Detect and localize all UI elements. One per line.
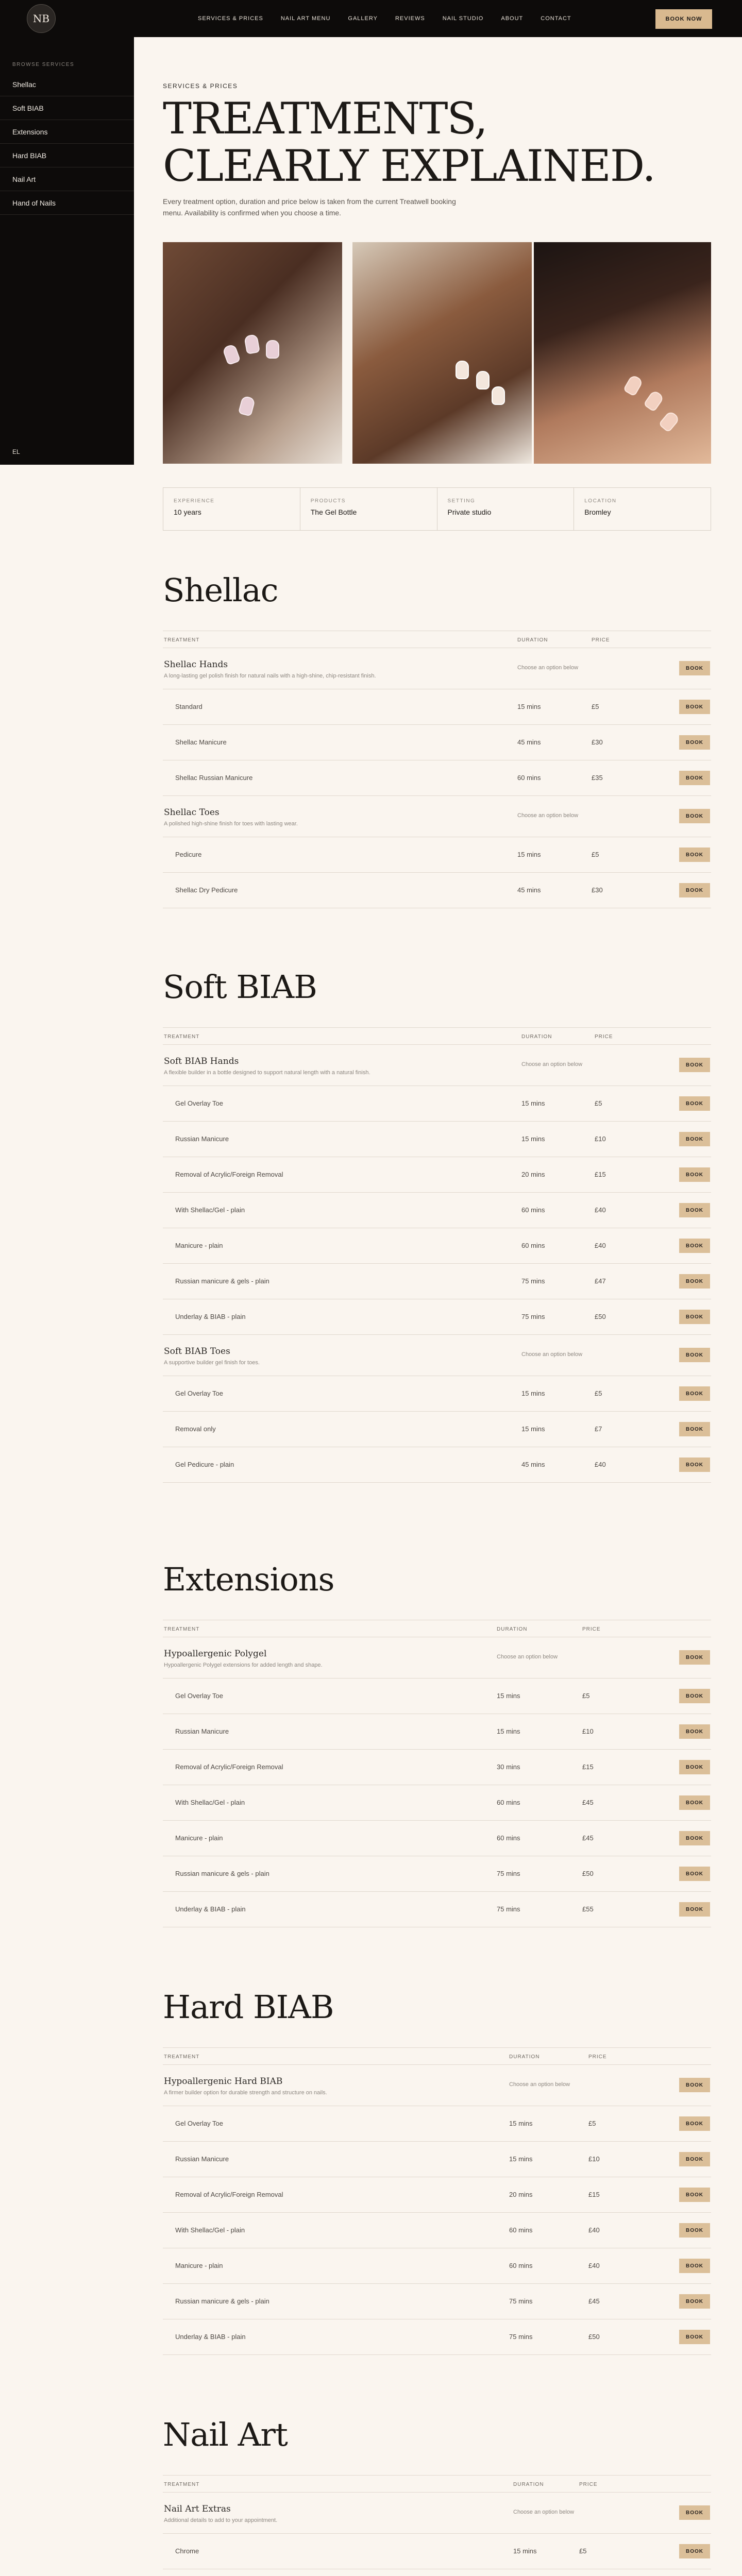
info-label: LOCATION [584,498,617,504]
group-name: Hypoallergenic Polygel [164,1649,267,1659]
sidebar-item-soft-biab[interactable]: Soft BIAB [0,96,134,120]
header-duration: DURATION [509,2054,540,2060]
sidebar-item-shellac[interactable]: Shellac [0,73,134,96]
treatment-duration: 75 mins [497,1905,520,1913]
book-button[interactable]: BOOK [679,771,710,785]
book-button[interactable]: BOOK [679,1386,710,1401]
treatment-duration: 60 mins [497,1799,520,1806]
header-duration: DURATION [513,2482,544,2487]
treatment-name: Russian Manicure [175,1727,229,1735]
choose-option-label: Choose an option below [513,2509,575,2515]
book-button[interactable]: BOOK [679,809,710,823]
treatment-price: £40 [595,1461,606,1468]
table-row [163,2248,711,2284]
book-button[interactable]: BOOK [679,1167,710,1182]
treatment-price: £10 [588,2155,600,2163]
table-row [163,1228,711,1264]
book-button[interactable]: BOOK [679,1867,710,1881]
info-label: EXPERIENCE [174,498,215,504]
treatment-name: Russian manicure & gels - plain [175,1277,269,1285]
sidebar-label: BROWSE SERVICES [12,62,75,67]
choose-option-label: Choose an option below [509,2081,570,2088]
book-button[interactable]: BOOK [679,1348,710,1362]
book-button[interactable]: BOOK [679,848,710,862]
nav-about[interactable]: ABOUT [501,15,524,22]
treatment-name: Gel Overlay Toe [175,1389,223,1397]
table-row [163,1412,711,1447]
treatment-name: With Shellac/Gel - plain [175,1206,245,1214]
treatment-duration: 60 mins [521,1242,545,1249]
choose-option-label: Choose an option below [521,1351,583,1358]
treatment-duration: 75 mins [509,2297,533,2305]
book-button[interactable]: BOOK [679,1458,710,1472]
book-button[interactable]: BOOK [679,1795,710,1810]
treatment-name: Manicure - plain [175,2262,223,2269]
table-row [163,1856,711,1892]
treatment-price: £40 [588,2262,600,2269]
treatment-duration: 15 mins [521,1099,545,1107]
treatment-duration: 45 mins [521,1461,545,1468]
info-value: Private studio [447,508,492,516]
treatment-price: £50 [582,1870,594,1877]
treatment-duration: 45 mins [517,738,541,746]
treatment-price: £5 [592,851,599,858]
header-duration: DURATION [497,1626,528,1632]
table-row [163,1193,711,1228]
treatment-group [163,796,711,837]
sidebar-item-nail-art[interactable]: Nail Art [0,167,134,191]
table-row [163,689,711,725]
section-title: Hard BIAB [163,1988,334,2026]
book-button[interactable]: BOOK [679,1310,710,1324]
treatment-duration: 60 mins [509,2226,533,2234]
treatment-name: Shellac Manicure [175,738,227,746]
table-row [163,1785,711,1821]
treatment-price: £30 [592,738,603,746]
nav-gallery[interactable]: GALLERY [348,15,378,22]
table-row [163,1750,711,1785]
treatment-duration: 15 mins [517,851,541,858]
table-row [163,1299,711,1335]
header-treatment: TREATMENT [164,2482,200,2487]
nav-nail-studio[interactable]: NAIL STUDIO [442,15,484,22]
book-button[interactable]: BOOK [679,1831,710,1845]
table-row [163,1157,711,1193]
group-description: A long-lasting gel polish finish for natural nails with a high-shine, chip-resistant finish. [164,673,376,679]
treatment-price: £55 [582,1905,594,1913]
treatment-duration: 15 mins [497,1727,520,1735]
book-button[interactable]: BOOK [679,1203,710,1217]
treatment-price: £35 [592,774,603,782]
choose-option-label: Choose an option below [517,665,579,671]
treatment-name: Gel Pedicure - plain [175,1461,234,1468]
treatment-duration: 20 mins [509,2191,533,2198]
info-value: Bromley [584,508,611,516]
treatment-duration: 75 mins [509,2333,533,2341]
services-sidebar [0,37,134,465]
book-button[interactable]: BOOK [679,735,710,750]
treatment-name: Russian manicure & gels - plain [175,2297,269,2305]
treatment-price: £45 [582,1799,594,1806]
hero-image-hands-pink [163,242,342,464]
treatment-group [163,2065,711,2106]
book-button[interactable]: BOOK [679,2223,710,2238]
book-button[interactable]: BOOK [679,883,710,897]
header-duration: DURATION [521,1034,552,1040]
treatment-duration: 15 mins [497,1692,520,1700]
header-treatment: TREATMENT [164,2054,200,2060]
table-row [163,2534,711,2569]
treatment-duration: 60 mins [497,1834,520,1842]
info-setting [437,488,575,530]
treatment-name: Underlay & BIAB - plain [175,1313,246,1320]
treatment-duration: 15 mins [509,2155,533,2163]
service-section [163,1989,711,2355]
treatment-duration: 15 mins [509,2120,533,2127]
treatment-duration: 75 mins [521,1277,545,1285]
sidebar-item-hard-biab[interactable]: Hard BIAB [0,144,134,167]
treatment-name: Removal only [175,1425,216,1433]
book-button[interactable]: BOOK [679,1058,710,1072]
table-row [163,1264,711,1299]
choose-option-label: Choose an option below [497,1654,558,1660]
treatment-group [163,648,711,689]
table-row [163,2142,711,2177]
treatment-price: £45 [582,1834,594,1842]
info-label: SETTING [447,498,476,504]
choose-option-label: Choose an option below [521,1061,583,1067]
treatment-price: £50 [588,2333,600,2341]
treatment-name: Underlay & BIAB - plain [175,2333,246,2341]
header-price: PRICE [588,2054,607,2060]
treatment-duration: 75 mins [521,1313,545,1320]
book-button[interactable]: BOOK [679,2294,710,2309]
book-button[interactable]: BOOK [679,2078,710,2092]
treatment-price: £7 [595,1425,602,1433]
section-title: Shellac [163,571,278,609]
sidebar-item-hand-of-nails[interactable]: Hand of Nails [0,191,134,215]
table-header [163,1620,711,1637]
table-row [163,1122,711,1157]
treatment-duration: 20 mins [521,1171,545,1178]
treatment-name: Shellac Russian Manicure [175,774,253,782]
treatment-name: Removal of Acrylic/Foreign Removal [175,1171,283,1178]
table-row [163,1679,711,1714]
nav-links [198,0,571,37]
treatment-name: Gel Overlay Toe [175,1692,223,1700]
info-location [574,488,711,530]
treatment-name: Gel Overlay Toe [175,2120,223,2127]
group-name: Shellac Hands [164,659,228,670]
book-button[interactable]: BOOK [679,1422,710,1436]
hero-intro: Every treatment option, duration and price below is taken from the current Treatwell booking menu. Availability is confirmed when you choose a time. [163,197,456,217]
top-navigation [0,0,742,37]
treatment-duration: 60 mins [521,1206,545,1214]
book-button[interactable]: BOOK [679,1902,710,1917]
book-button[interactable]: BOOK [679,700,710,714]
sidebar-item-extensions[interactable]: Extensions [0,120,134,144]
choose-option-label: Choose an option below [517,812,579,819]
brand-logo[interactable]: NB [27,4,56,33]
table-row [163,837,711,873]
book-button[interactable]: BOOK [679,2505,710,2520]
header-treatment: TREATMENT [164,637,200,643]
treatment-name: Underlay & BIAB - plain [175,1905,246,1913]
table-row [163,2106,711,2142]
book-button[interactable]: BOOK [679,1650,710,1665]
treatment-price: £15 [588,2191,600,2198]
table-header [163,2475,711,2493]
table-row [163,873,711,908]
nav-contact[interactable]: CONTACT [541,15,571,22]
book-button[interactable]: BOOK [679,1239,710,1253]
header-duration: DURATION [517,637,548,643]
table-row [163,2319,711,2355]
treatment-price: £50 [595,1313,606,1320]
treatment-name: Russian Manicure [175,2155,229,2163]
treatment-price: £5 [588,2120,596,2127]
treatment-group [163,2493,711,2534]
studio-info-bar [163,487,711,531]
table-row [163,1714,711,1750]
table-row [163,760,711,796]
treatment-price: £40 [595,1206,606,1214]
info-value: 10 years [174,508,201,516]
treatment-name: Gel Overlay Toe [175,1099,223,1107]
treatment-price: £15 [582,1763,594,1771]
table-row [163,1376,711,1412]
hero-image-hands-dark [534,242,711,464]
info-value: The Gel Bottle [310,508,357,516]
nav-nail-art[interactable]: NAIL ART MENU [280,15,331,22]
treatment-price: £15 [595,1171,606,1178]
book-button[interactable]: BOOK [679,2152,710,2166]
book-button[interactable]: BOOK [679,2544,710,2558]
treatment-price: £40 [588,2226,600,2234]
nav-reviews[interactable]: REVIEWS [395,15,425,22]
treatment-name: Removal of Acrylic/Foreign Removal [175,1763,283,1771]
treatment-name: Shellac Dry Pedicure [175,886,238,894]
table-row [163,1447,711,1483]
treatment-duration: 15 mins [521,1389,545,1397]
group-description: A supportive builder gel finish for toes. [164,1360,260,1366]
treatment-name: Russian manicure & gels - plain [175,1870,269,1877]
info-label: PRODUCTS [310,498,346,504]
table-row [163,1086,711,1122]
treatment-duration: 15 mins [513,2547,537,2555]
treatment-price: £30 [592,886,603,894]
group-name: Soft BIAB Hands [164,1056,239,1066]
group-description: A polished high-shine finish for toes with lasting wear. [164,821,298,827]
treatment-name: With Shellac/Gel - plain [175,2226,245,2234]
service-section [163,572,711,908]
treatment-price: £5 [582,1692,590,1700]
table-header [163,631,711,648]
treatment-duration: 60 mins [509,2262,533,2269]
book-button[interactable]: BOOK [679,2259,710,2273]
treatment-price: £5 [592,703,599,710]
service-section [163,1561,711,1927]
treatment-price: £47 [595,1277,606,1285]
book-button[interactable]: BOOK [679,1724,710,1739]
book-button[interactable]: BOOK [679,1096,710,1111]
header-price: PRICE [592,637,610,643]
treatment-name: Removal of Acrylic/Foreign Removal [175,2191,283,2198]
nav-services[interactable]: SERVICES & PRICES [198,15,263,22]
language-toggle[interactable]: EL [12,448,20,455]
info-experience [163,488,300,530]
table-row [163,725,711,760]
treatment-price: £5 [595,1099,602,1107]
group-description: Hypoallergenic Polygel extensions for added length and shape. [164,1662,323,1668]
table-header [163,2047,711,2065]
service-section [163,2416,711,2576]
book-button[interactable]: BOOK [679,2330,710,2344]
book-button[interactable]: BOOK [679,1274,710,1289]
treatment-duration: 60 mins [517,774,541,782]
treatment-name: Standard [175,703,203,710]
table-row [163,2213,711,2248]
table-row [163,1821,711,1856]
book-button[interactable]: BOOK [679,2116,710,2131]
treatment-price: £5 [595,1389,602,1397]
treatment-name: Manicure - plain [175,1242,223,1249]
treatment-price: £10 [595,1135,606,1143]
book-button[interactable]: BOOK [679,1689,710,1703]
service-section [163,969,711,1483]
table-row [163,2284,711,2319]
treatment-duration: 15 mins [517,703,541,710]
treatment-group [163,1045,711,1086]
group-description: A firmer builder option for durable strength and structure on nails. [164,2090,327,2096]
treatment-price: £40 [595,1242,606,1249]
treatment-name: Pedicure [175,851,202,858]
group-description: A flexible builder in a bottle designed to support natural length with a natural finish. [164,1070,370,1076]
treatment-price: £5 [579,2547,587,2555]
group-description: Additional details to add to your appointment. [164,2517,278,2523]
treatment-duration: 45 mins [517,886,541,894]
hero-eyebrow: SERVICES & PRICES [163,82,238,90]
treatment-name: With Shellac/Gel - plain [175,1799,245,1806]
treatment-duration: 30 mins [497,1763,520,1771]
treatment-duration: 75 mins [497,1870,520,1877]
group-name: Shellac Toes [164,807,220,818]
header-price: PRICE [582,1626,601,1632]
book-button[interactable]: BOOK [679,1132,710,1146]
book-button[interactable]: BOOK [679,661,710,675]
table-header [163,1027,711,1045]
hero-image-hands-nude [352,242,532,464]
header-price: PRICE [595,1034,613,1040]
table-row [163,2569,711,2576]
book-button[interactable]: BOOK [679,2188,710,2202]
table-row [163,1892,711,1927]
treatment-price: £10 [582,1727,594,1735]
section-title: Soft BIAB [163,968,317,1006]
treatment-name: Manicure - plain [175,1834,223,1842]
group-name: Soft BIAB Toes [164,1346,230,1357]
table-row [163,2177,711,2213]
header-treatment: TREATMENT [164,1626,200,1632]
treatment-price: £45 [588,2297,600,2305]
group-name: Nail Art Extras [164,2504,231,2514]
book-button[interactable]: BOOK [679,1760,710,1774]
book-now-button[interactable]: BOOK NOW [655,9,712,29]
page-title: TREATMENTS, CLEARLY EXPLAINED. [163,93,655,191]
group-name: Hypoallergenic Hard BIAB [164,2076,283,2087]
treatment-duration: 15 mins [521,1425,545,1433]
treatment-group [163,1335,711,1376]
section-title: Nail Art [163,2416,288,2453]
treatment-group [163,1637,711,1679]
treatment-duration: 15 mins [521,1135,545,1143]
header-price: PRICE [579,2482,598,2487]
section-title: Extensions [163,1561,334,1598]
header-treatment: TREATMENT [164,1034,200,1040]
treatment-name: Russian Manicure [175,1135,229,1143]
info-products [300,488,437,530]
treatment-name: Chrome [175,2547,199,2555]
